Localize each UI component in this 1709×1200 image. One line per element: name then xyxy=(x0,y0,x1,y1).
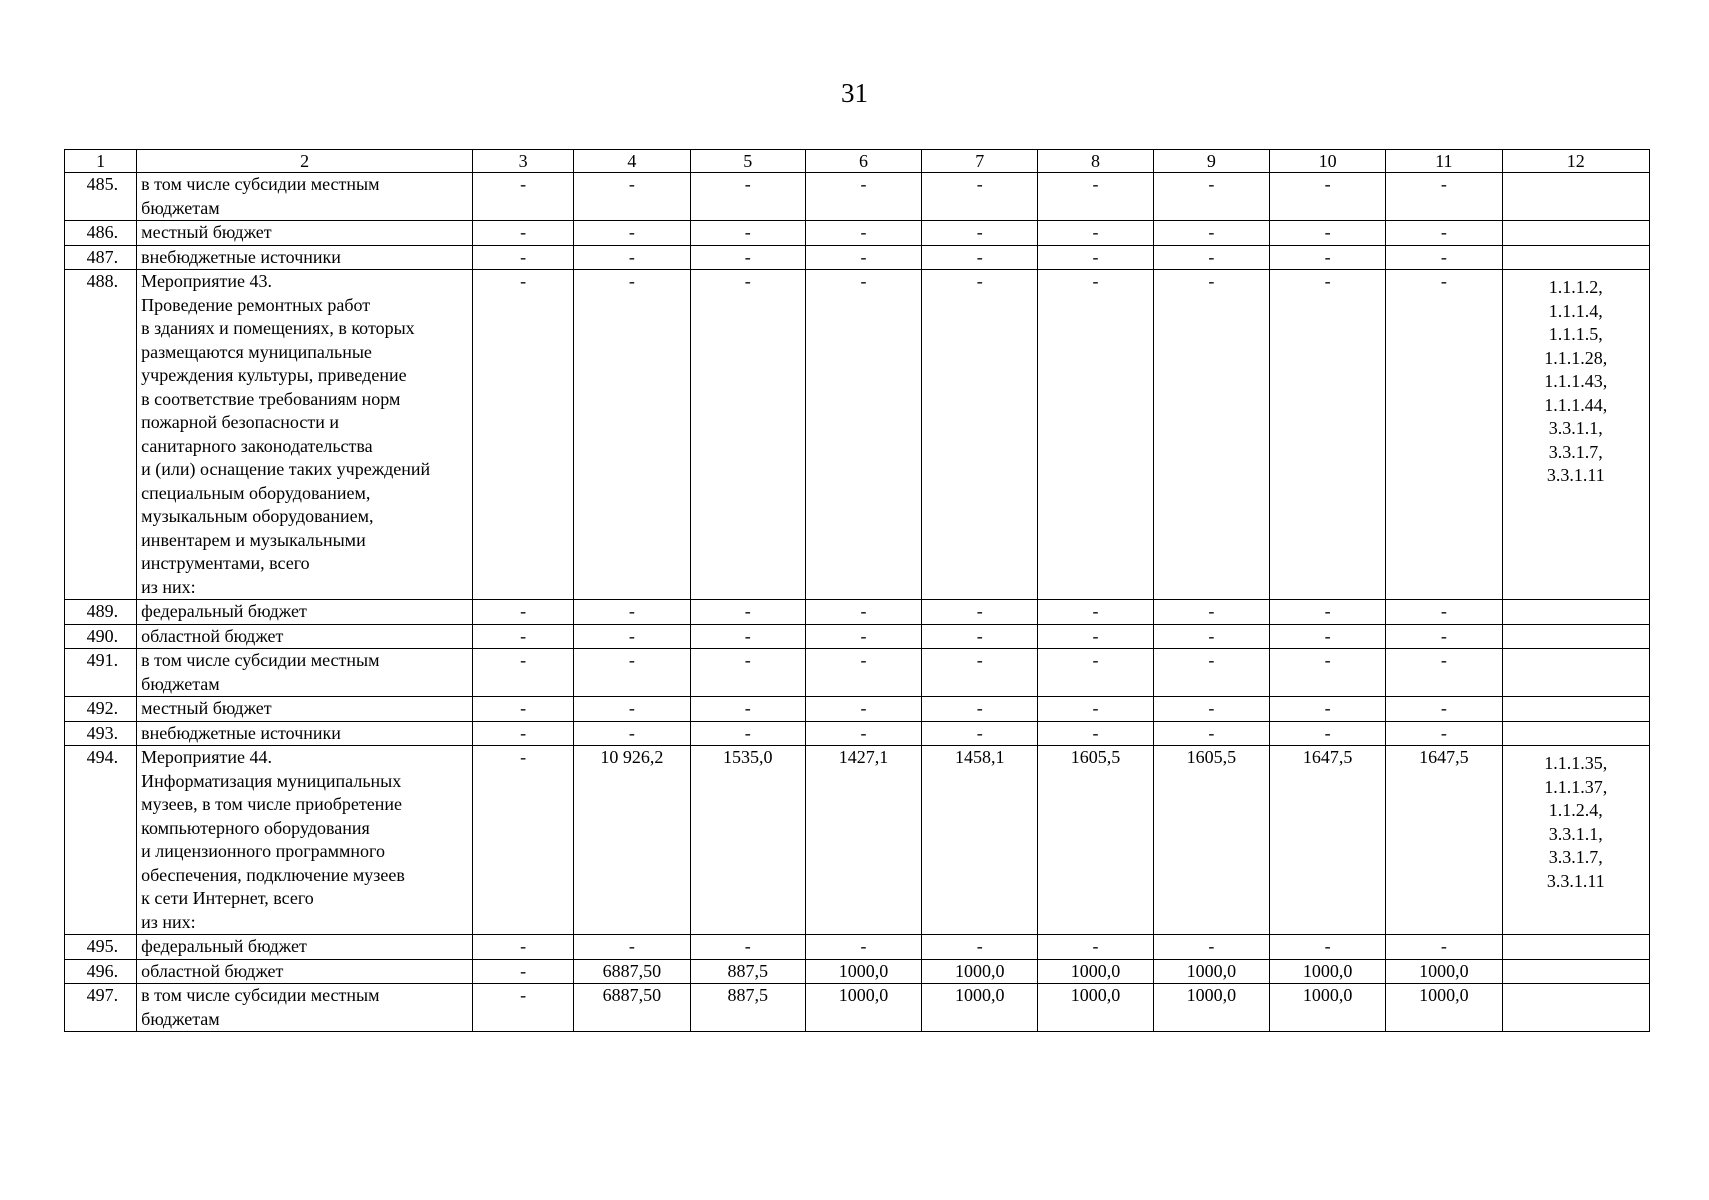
row-number: 485. xyxy=(65,173,137,221)
value-cell: - xyxy=(1153,270,1269,600)
value-cell: - xyxy=(805,649,921,697)
value-cell: - xyxy=(805,270,921,600)
row-number: 497. xyxy=(65,984,137,1032)
indicator-refs xyxy=(1502,221,1649,246)
table-row xyxy=(65,173,1650,221)
value-cell: - xyxy=(574,935,690,960)
page-number: 31 xyxy=(841,78,868,108)
column-header: 6 xyxy=(805,150,921,173)
value-cell: - xyxy=(1386,173,1502,221)
value-cell: - xyxy=(805,624,921,649)
value-cell: - xyxy=(1386,649,1502,697)
value-cell: - xyxy=(922,173,1038,221)
value-cell: - xyxy=(1386,221,1502,246)
row-name: в том числе субсидии местным бюджетам xyxy=(137,984,473,1032)
row-name: федеральный бюджет xyxy=(137,935,473,960)
table-row xyxy=(65,221,1650,246)
value-cell: 1000,0 xyxy=(1153,984,1269,1032)
row-number: 488. xyxy=(65,270,137,600)
value-cell: - xyxy=(1386,935,1502,960)
column-header: 4 xyxy=(574,150,690,173)
value-cell: - xyxy=(473,221,574,246)
value-cell: - xyxy=(805,173,921,221)
value-cell: - xyxy=(1386,245,1502,270)
value-cell: - xyxy=(1038,600,1153,625)
value-cell: - xyxy=(1038,624,1153,649)
value-cell: - xyxy=(1038,245,1153,270)
indicator-refs xyxy=(1502,624,1649,649)
column-header: 11 xyxy=(1386,150,1502,173)
value-cell: - xyxy=(922,649,1038,697)
value-cell: - xyxy=(922,935,1038,960)
row-name: федеральный бюджет xyxy=(137,600,473,625)
value-cell: - xyxy=(1269,721,1385,746)
table-row xyxy=(65,935,1650,960)
column-header: 8 xyxy=(1038,150,1153,173)
value-cell: - xyxy=(922,245,1038,270)
row-name: областной бюджет xyxy=(137,624,473,649)
row-number: 491. xyxy=(65,649,137,697)
value-cell: - xyxy=(690,173,805,221)
value-cell: - xyxy=(922,697,1038,722)
column-header: 1 xyxy=(65,150,137,173)
value-cell: - xyxy=(574,624,690,649)
value-cell: - xyxy=(574,270,690,600)
value-cell: - xyxy=(574,649,690,697)
column-header: 5 xyxy=(690,150,805,173)
value-cell: - xyxy=(1038,173,1153,221)
row-name: внебюджетные источники xyxy=(137,245,473,270)
value-cell: - xyxy=(1038,649,1153,697)
table-row xyxy=(65,624,1650,649)
value-cell: - xyxy=(922,221,1038,246)
table-row xyxy=(65,746,1650,935)
value-cell: - xyxy=(805,600,921,625)
value-cell: 6887,50 xyxy=(574,984,690,1032)
row-name: Мероприятие 44. Информатизация муниципальных музеев, в том числе приобретение компьютерного оборудования и лицензионного программного обеспечения, подключение музеев к сети Интернет, всего из них: xyxy=(137,746,473,935)
table-row xyxy=(65,984,1650,1032)
value-cell: - xyxy=(805,935,921,960)
value-cell: 1647,5 xyxy=(1269,746,1385,935)
value-cell: - xyxy=(1269,245,1385,270)
value-cell: - xyxy=(922,600,1038,625)
table-body xyxy=(65,150,1650,1032)
column-header: 10 xyxy=(1269,150,1385,173)
value-cell: 887,5 xyxy=(690,984,805,1032)
value-cell: - xyxy=(574,173,690,221)
value-cell: - xyxy=(1153,697,1269,722)
value-cell: - xyxy=(1038,697,1153,722)
value-cell: - xyxy=(690,935,805,960)
indicator-refs xyxy=(1502,959,1649,984)
value-cell: - xyxy=(1269,173,1385,221)
value-cell: 1458,1 xyxy=(922,746,1038,935)
value-cell: - xyxy=(1386,697,1502,722)
value-cell: - xyxy=(1269,624,1385,649)
value-cell: - xyxy=(805,721,921,746)
row-number: 489. xyxy=(65,600,137,625)
value-cell: - xyxy=(690,649,805,697)
row-name: внебюджетные источники xyxy=(137,721,473,746)
value-cell: - xyxy=(1269,600,1385,625)
value-cell: 1000,0 xyxy=(1386,959,1502,984)
row-number: 486. xyxy=(65,221,137,246)
value-cell: - xyxy=(473,600,574,625)
value-cell: - xyxy=(805,245,921,270)
value-cell: 1000,0 xyxy=(1269,959,1385,984)
row-name: в том числе субсидии местным бюджетам xyxy=(137,649,473,697)
value-cell: 1000,0 xyxy=(805,959,921,984)
value-cell: - xyxy=(1153,221,1269,246)
value-cell: - xyxy=(1153,935,1269,960)
value-cell: 1000,0 xyxy=(922,959,1038,984)
table-row xyxy=(65,697,1650,722)
column-header: 9 xyxy=(1153,150,1269,173)
indicator-refs xyxy=(1502,173,1649,221)
value-cell: 887,5 xyxy=(690,959,805,984)
value-cell: - xyxy=(1386,270,1502,600)
value-cell: 1605,5 xyxy=(1153,746,1269,935)
value-cell: 1000,0 xyxy=(922,984,1038,1032)
value-cell: - xyxy=(473,959,574,984)
value-cell: - xyxy=(1386,624,1502,649)
value-cell: - xyxy=(1153,649,1269,697)
column-header: 12 xyxy=(1502,150,1649,173)
value-cell: - xyxy=(473,935,574,960)
value-cell: 1605,5 xyxy=(1038,746,1153,935)
table-row xyxy=(65,270,1650,600)
value-cell: - xyxy=(1386,600,1502,625)
value-cell: - xyxy=(690,721,805,746)
value-cell: - xyxy=(690,624,805,649)
row-name: местный бюджет xyxy=(137,697,473,722)
value-cell: - xyxy=(1038,721,1153,746)
indicator-refs xyxy=(1502,649,1649,697)
value-cell: - xyxy=(574,245,690,270)
value-cell: - xyxy=(1153,600,1269,625)
indicator-refs xyxy=(1502,245,1649,270)
table-row xyxy=(65,245,1650,270)
indicator-refs: 1.1.1.35, 1.1.1.37, 1.1.2.4, 3.3.1.1, 3.3.1.7, 3.3.1.11 xyxy=(1502,746,1649,935)
row-number: 495. xyxy=(65,935,137,960)
row-number: 493. xyxy=(65,721,137,746)
table-row xyxy=(65,959,1650,984)
value-cell: - xyxy=(473,624,574,649)
value-cell: 1000,0 xyxy=(1269,984,1385,1032)
value-cell: 1000,0 xyxy=(1153,959,1269,984)
value-cell: - xyxy=(1269,649,1385,697)
value-cell: - xyxy=(1038,270,1153,600)
row-name: в том числе субсидии местным бюджетам xyxy=(137,173,473,221)
value-cell: 1000,0 xyxy=(1038,959,1153,984)
row-number: 490. xyxy=(65,624,137,649)
value-cell: 1000,0 xyxy=(805,984,921,1032)
indicator-refs xyxy=(1502,935,1649,960)
indicator-refs xyxy=(1502,721,1649,746)
value-cell: - xyxy=(805,697,921,722)
value-cell: - xyxy=(473,270,574,600)
column-header: 2 xyxy=(137,150,473,173)
table-row xyxy=(65,649,1650,697)
indicator-refs xyxy=(1502,984,1649,1032)
value-cell: - xyxy=(1269,221,1385,246)
row-number: 494. xyxy=(65,746,137,935)
header-row xyxy=(65,150,1650,173)
value-cell: - xyxy=(473,746,574,935)
value-cell: 6887,50 xyxy=(574,959,690,984)
value-cell: - xyxy=(690,245,805,270)
value-cell: - xyxy=(574,600,690,625)
indicator-refs xyxy=(1502,600,1649,625)
value-cell: - xyxy=(1153,721,1269,746)
value-cell: - xyxy=(1269,270,1385,600)
value-cell: 1647,5 xyxy=(1386,746,1502,935)
value-cell: 1000,0 xyxy=(1386,984,1502,1032)
value-cell: - xyxy=(690,600,805,625)
value-cell: - xyxy=(1153,173,1269,221)
value-cell: - xyxy=(1269,935,1385,960)
value-cell: - xyxy=(473,984,574,1032)
value-cell: 1000,0 xyxy=(1038,984,1153,1032)
row-name: местный бюджет xyxy=(137,221,473,246)
table-row xyxy=(65,600,1650,625)
value-cell: 1427,1 xyxy=(805,746,921,935)
value-cell: - xyxy=(922,721,1038,746)
table-row xyxy=(65,721,1650,746)
row-number: 492. xyxy=(65,697,137,722)
value-cell: - xyxy=(473,697,574,722)
value-cell: - xyxy=(690,221,805,246)
row-name: Мероприятие 43. Проведение ремонтных работ в зданиях и помещениях, в которых размещаются муниципальные учреждения культуры, приведение в соответствие требованиям норм пожарной безопасности и санитарного законодательства и (или) оснащение таких учреждений специальным оборудованием, музыкальным оборудованием, инвентарем и музыкальными инструментами, всего из них: xyxy=(137,270,473,600)
row-number: 496. xyxy=(65,959,137,984)
indicator-refs xyxy=(1502,697,1649,722)
value-cell: - xyxy=(1269,697,1385,722)
budget-table xyxy=(64,149,1650,1032)
value-cell: - xyxy=(922,270,1038,600)
row-number: 487. xyxy=(65,245,137,270)
value-cell: - xyxy=(922,624,1038,649)
indicator-refs: 1.1.1.2, 1.1.1.4, 1.1.1.5, 1.1.1.28, 1.1.1.43, 1.1.1.44, 3.3.1.1, 3.3.1.7, 3.3.1.11 xyxy=(1502,270,1649,600)
column-header: 3 xyxy=(473,150,574,173)
value-cell: - xyxy=(574,721,690,746)
value-cell: - xyxy=(574,697,690,722)
value-cell: - xyxy=(1038,221,1153,246)
value-cell: - xyxy=(473,649,574,697)
value-cell: - xyxy=(1153,624,1269,649)
value-cell: - xyxy=(690,270,805,600)
value-cell: - xyxy=(473,721,574,746)
row-name: областной бюджет xyxy=(137,959,473,984)
value-cell: - xyxy=(473,173,574,221)
value-cell: 10 926,2 xyxy=(574,746,690,935)
value-cell: - xyxy=(473,245,574,270)
column-header: 7 xyxy=(922,150,1038,173)
value-cell: - xyxy=(574,221,690,246)
value-cell: - xyxy=(1153,245,1269,270)
value-cell: - xyxy=(690,697,805,722)
value-cell: - xyxy=(1386,721,1502,746)
value-cell: 1535,0 xyxy=(690,746,805,935)
value-cell: - xyxy=(805,221,921,246)
value-cell: - xyxy=(1038,935,1153,960)
